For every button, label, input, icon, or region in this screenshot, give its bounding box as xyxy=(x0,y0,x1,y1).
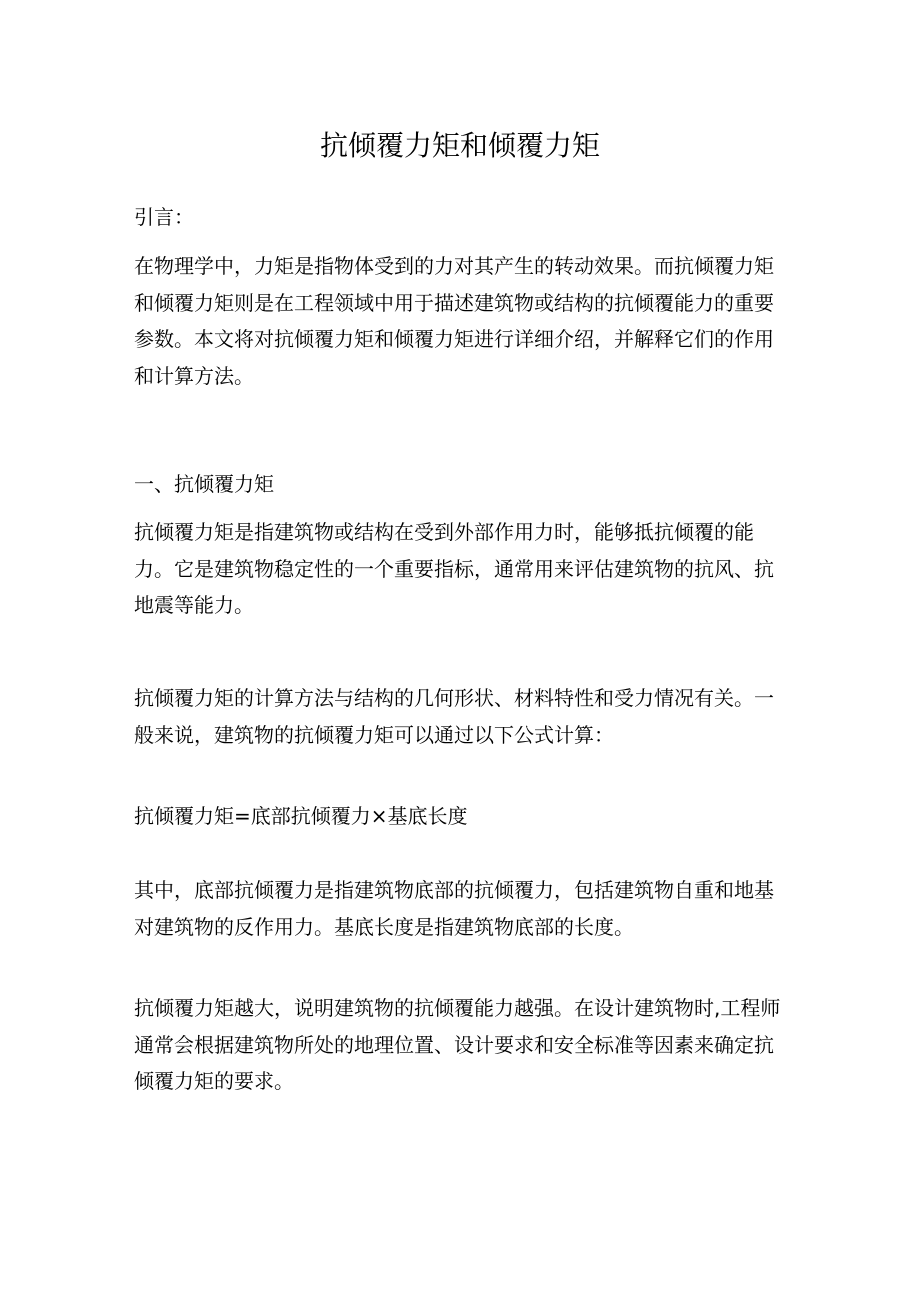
intro-label: 引言： xyxy=(134,205,194,229)
formula-line: 抗倾覆力矩=底部抗倾覆力×基底长度 xyxy=(134,804,468,828)
paragraph-definition: 抗倾覆力矩是指建筑物或结构在受到外部作用力时，能够抵抗倾覆的能力。它是建筑物稳定性的一个重要指标，通常用来评估建筑物的抗风、抗地震等能力。 xyxy=(134,520,774,617)
paragraph-explanation: 其中，底部抗倾覆力是指建筑物底部的抗倾覆力，包括建筑物自重和地基对建筑物的反作用力。基底长度是指建筑物底部的长度。 xyxy=(134,878,774,939)
paragraph-design-note: 抗倾覆力矩越大，说明建筑物的抗倾覆能力越强。在设计建筑物时,工程师通常会根据建筑物所处的地理位置、设计要求和安全标准等因素来确定抗倾覆力矩的要求。 xyxy=(134,996,781,1093)
paragraph-calculation: 抗倾覆力矩的计算方法与结构的几何形状、材料特性和受力情况有关。一般来说，建筑物的抗倾覆力矩可以通过以下公式计算： xyxy=(134,686,774,747)
document-title: 抗倾覆力矩和倾覆力矩 xyxy=(319,129,600,162)
section-heading: 一、抗倾覆力矩 xyxy=(134,472,274,496)
intro-paragraph: 在物理学中，力矩是指物体受到的力对其产生的转动效果。而抗倾覆力矩和倾覆力矩则是在工程领域中用于描述建筑物或结构的抗倾覆能力的重要参数。本文将对抗倾覆力矩和倾覆力矩进行详细介绍，并解释它们的作用和计算方法。 xyxy=(134,254,774,388)
